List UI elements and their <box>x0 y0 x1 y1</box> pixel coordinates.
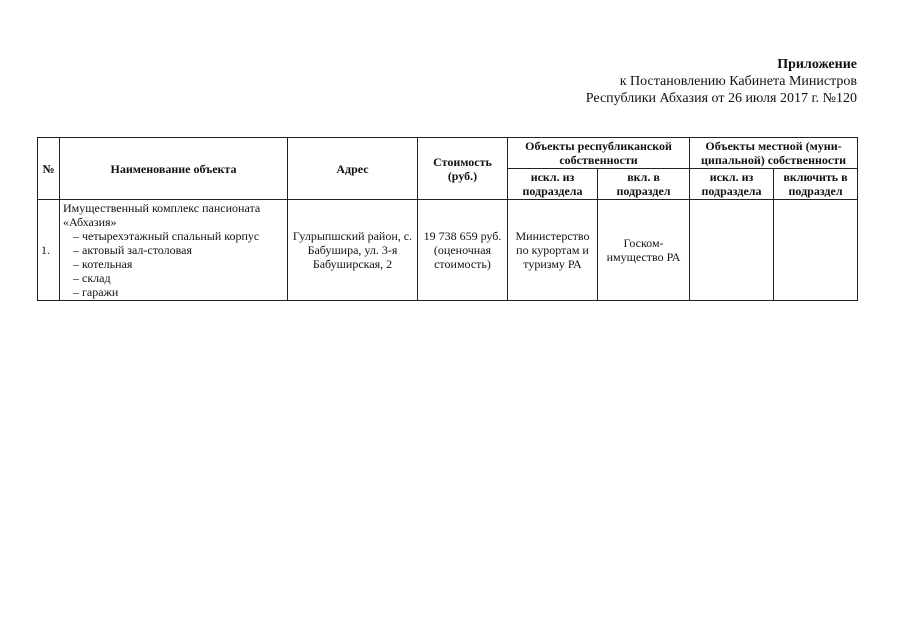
object-name-title: Имущественный комплекс пансионата «Абхазия» <box>63 201 261 229</box>
col-municipal-header: Объекты местной (муни-ципальной) собственности <box>690 138 858 169</box>
col-cost-header: Стоимость (руб.) <box>418 138 508 200</box>
col-rep-excl-header: искл. из подраздела <box>508 169 598 200</box>
property-table <box>37 137 858 301</box>
object-item: – актовый зал-столовая <box>73 243 192 257</box>
decree-date: Республики Абхазия от 26 июля 2017 г. №120 <box>585 91 857 106</box>
object-item: – четырехэтажный спальный корпус <box>73 229 260 243</box>
col-mun-excl-header: искл. из подраздела <box>690 169 774 200</box>
cost-cell: 19 738 659 руб. (оценочная стоимость) <box>418 200 508 301</box>
object-item: – гаражи <box>73 285 119 299</box>
object-item: – склад <box>73 271 111 285</box>
address-cell: Гулрыпшский район, с. Бабушира, ул. 3-я Бабуширская, 2 <box>288 200 418 301</box>
appendix-title: Приложение <box>777 57 857 72</box>
mun-incl-cell <box>774 200 858 301</box>
rep-excl-cell: Министерство по курортам и туризму РА <box>508 200 598 301</box>
mun-excl-cell <box>690 200 774 301</box>
header-row <box>38 138 858 169</box>
col-rep-incl-header: вкл. в подраздел <box>598 169 690 200</box>
decree-reference: к Постановлению Кабинета Министров <box>619 74 857 89</box>
col-mun-incl-header: включить в подраздел <box>774 169 858 200</box>
col-name-header: Наименование объекта <box>60 138 288 200</box>
document-header <box>586 56 857 107</box>
object-name-cell <box>60 200 288 301</box>
col-address-header: Адрес <box>288 138 418 200</box>
rep-incl-cell: Госком-имущество РА <box>598 200 690 301</box>
row-number: 1. <box>38 200 60 301</box>
table-row <box>38 200 858 301</box>
col-republic-header: Объекты республиканской собственности <box>508 138 690 169</box>
object-item: – котельная <box>73 257 133 271</box>
col-number-header: № <box>38 138 60 200</box>
